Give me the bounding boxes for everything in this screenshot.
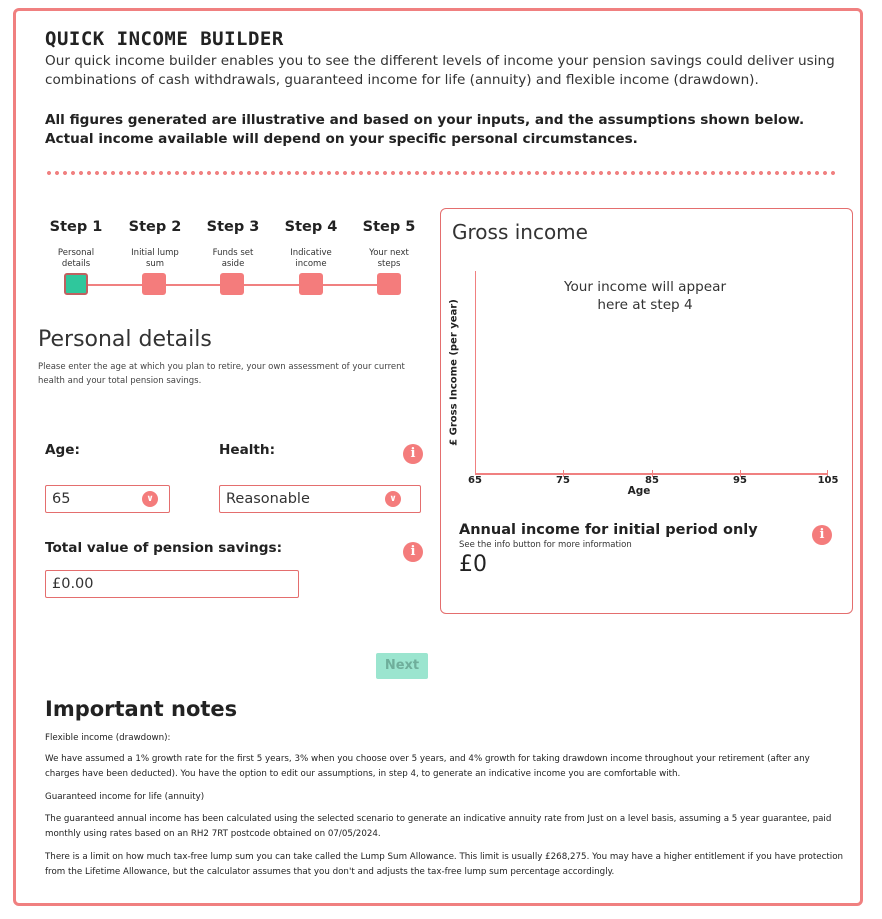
chevron-down-icon: ∨ <box>385 491 401 507</box>
savings-label: Total value of pension savings: <box>45 540 283 556</box>
health-value: Reasonable <box>226 491 310 507</box>
chart-placeholder <box>540 278 750 314</box>
gross-income-panel <box>440 208 853 614</box>
age-value: 65 <box>52 491 71 507</box>
health-label: Health: <box>219 442 276 458</box>
step-5-label: Your next steps <box>369 248 409 269</box>
step-1-label: Personal details <box>57 248 95 269</box>
x-tick-label: 85 <box>645 475 659 486</box>
gross-income-title: Gross income <box>452 220 588 244</box>
savings-value: £0.00 <box>52 576 94 592</box>
step-3-title: Step 3 <box>206 219 260 235</box>
annual-income-hint: See the info button for more information <box>459 540 632 550</box>
info-icon[interactable]: i <box>403 542 423 562</box>
age-select[interactable] <box>45 485 170 513</box>
step-1-title: Step 1 <box>49 219 103 235</box>
step-5-title: Step 5 <box>362 219 416 235</box>
step-4-title: Step 4 <box>284 219 338 235</box>
disclaimer-text: All figures generated are illustrative and based on your inputs, and the assumptions shown below. Actual income available will depend on your specific personal circumstances. <box>45 112 805 147</box>
savings-input[interactable] <box>45 570 299 598</box>
age-label: Age: <box>45 442 80 458</box>
page-title: QUICK INCOME BUILDER <box>45 28 284 50</box>
chart-y-axis <box>475 271 476 474</box>
step-4-label: Indicative income <box>290 248 332 269</box>
note-lsa-text: There is a limit on how much tax-free lump sum you can take called the Lump Sum Allowance. This limit is usually £268,275. You may have a higher entitlement if you have protection from the Lifetime Allowance, but the calculator assumes that you don't and adjusts the tax-free lump sum percentage accordingly. <box>45 852 844 877</box>
x-tick-label: 65 <box>468 475 482 486</box>
y-axis-label: £ Gross Income (per year) <box>448 299 460 446</box>
x-tick-label: 95 <box>733 475 747 486</box>
annual-income-title: Annual income for initial period only <box>459 522 758 538</box>
step-3-marker[interactable] <box>220 273 244 295</box>
placeholder-line-1: Your income will appear <box>563 279 727 295</box>
step-2-marker[interactable] <box>142 273 166 295</box>
annual-income-value: £0 <box>459 552 487 577</box>
info-icon[interactable]: i <box>812 525 832 545</box>
step-1-marker[interactable] <box>64 273 88 295</box>
step-2-title: Step 2 <box>128 219 182 235</box>
x-tick-label: 75 <box>556 475 570 486</box>
next-button[interactable]: Next <box>376 653 428 679</box>
note-flex-heading: Flexible income (drawdown): <box>45 733 171 743</box>
step-2-label: Initial lump sum <box>131 248 179 269</box>
note-annuity-heading: Guaranteed income for life (annuity) <box>45 792 205 802</box>
chevron-down-icon: ∨ <box>142 491 158 507</box>
dotted-divider <box>45 171 835 175</box>
section-title: Personal details <box>38 327 212 352</box>
placeholder-line-2: here at step 4 <box>597 297 693 313</box>
step-3-label: Funds set aside <box>212 248 254 269</box>
note-annuity-text: The guaranteed annual income has been calculated using the selected scenario to generate an indicative annuity rate from Just on a level basis, assuming a 5 year guarantee, paid monthly using rates based on an RH2 7RT postcode obtained on 07/05/2024. <box>45 814 832 839</box>
section-description: Please enter the age at which you plan to retire, your own assessment of your current health and your total pension savings. <box>38 362 405 386</box>
intro-text: Our quick income builder enables you to see the different levels of income your pension savings could deliver using combinations of cash withdrawals, guaranteed income for life (annuity) and flexible income (drawdown). <box>45 53 835 88</box>
x-tick-label: 105 <box>817 475 839 486</box>
note-flex-text: We have assumed a 1% growth rate for the first 5 years, 3% when you choose over 5 years, and 4% growth for taking drawdown income throughout your retirement (after any charges have been deducted). You have the option to edit our assumptions, in step 4, to generate an indicative income you are comfortable with. <box>45 754 810 779</box>
info-icon[interactable]: i <box>403 444 423 464</box>
step-4-marker[interactable] <box>299 273 323 295</box>
health-select[interactable] <box>219 485 421 513</box>
notes-title: Important notes <box>45 697 238 721</box>
x-axis-label: Age <box>627 485 651 497</box>
step-5-marker[interactable] <box>377 273 401 295</box>
